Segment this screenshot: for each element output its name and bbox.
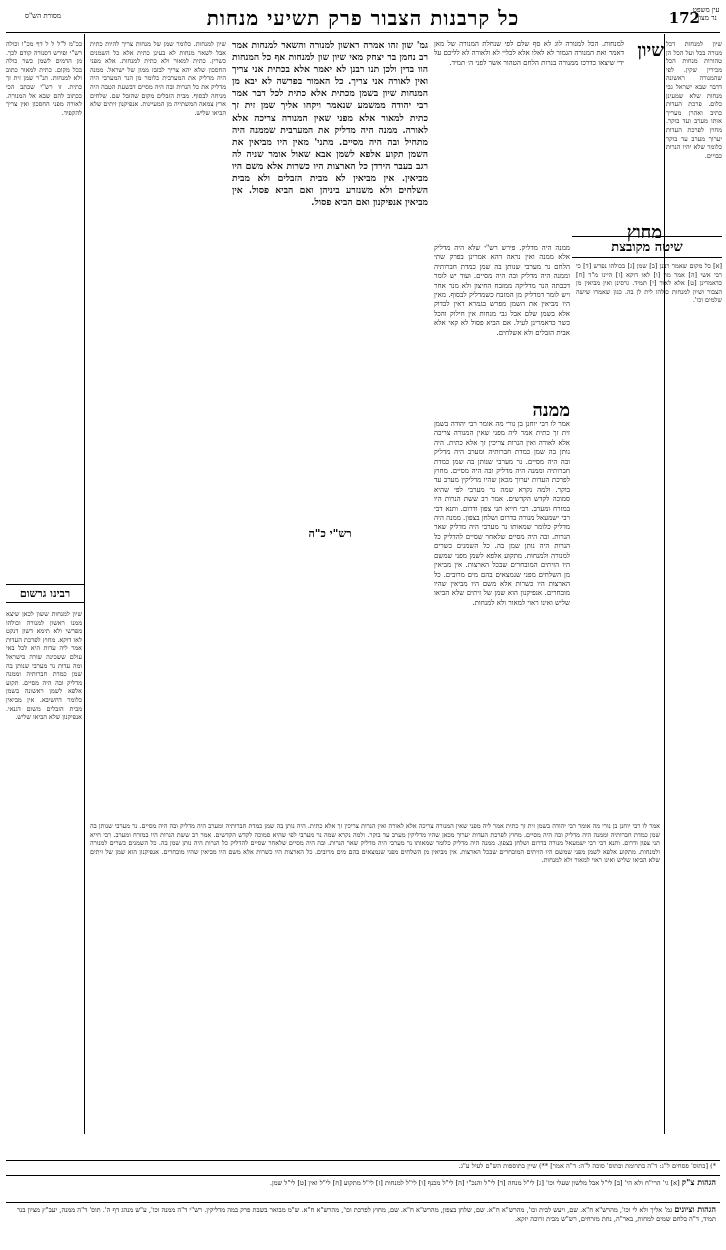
ner-mitzvah-label: נר מצוה [695,14,717,22]
page-title: כל קרבנות הצבור פרק תשיעי מנחות [206,6,520,30]
right-upper-text: למנחות. הכל למנורה לוג לא סף שלם לפי שנחלת המנורה של מאן דאמר ואת המנורה הגמור לא לאלו אלא לכליי לא ולאורה לא לליכם על ידי שיצאו כדרכו ממנורה בנרות הלחם הטהור אשר לפני ה׳ תמיד. [434,40,624,67]
footer-rule-3 [6,1202,720,1203]
page-number: 172 [668,9,700,27]
shita-heading: שיטה מקובצת [611,240,683,255]
right-mid-text: ממנה היה מדליק. פירש רש"י שלא היה מדליק אלא ממנה ואין נראה דהא אמרינן בפרק שתי הלחם נר מערבי שנותן בה שמן כמדת חברותיה וממנה היה מדליק ובה היה מסיים. ועוד יש לומר דכבתה הנר מדליקה ממזבח החיצון ולא מנר אחר ויש לומר דמדליק מן המזבח כשמדליק לבסוף. מאין היו מביאין את השמן מפרש בגמרא דאין לבדוק אלא בשמן שלם אבל גבי מנחות אין חילוק והכל כשר כדאמרינן לעיל. אם הביא פסול לא קאי אלא אבית הזבלים ולא אשלחים. [434,244,570,337]
rashi-heading: רש"י כ"ה [308,527,352,540]
mechutz-heading: מחוץ [626,222,662,243]
main-gemara-text: גמ' שון זהו אמרה ראשון למנורה והשאר למנחות אמר רב נחמן בר יצחק מאי שיון שון למנחות אף כל המנחות הוו בדין ולכן תנו רבנן לא יאמר אלא בכתית אני צריך ואין לאורה אני צריך. כל האמור בפרשה לא יבא מן המנחות שיון בשמן מכתית אלא כתית לכל דבר אמר רבי יהודה ממשמע שנאמר ויקחו אליך שמן זית זך כתית למאור אלא מפני שאין המנורה צריכה אלא לאורה. ממנה היה מדליק את המערבית שממנה היה מתחיל ובה היה מסיים. מתני' מאין היו מביאין את השמן תקוע אלפא לשמן אבא שאול אומר שניה לה רגב בעבר הירדן כל הארצות היו כשרות אלא משם היו מביאין. אין מביאין לא מבית הזבלים ולא מבית השלחים ולא משנזרע ביניהן ואם הביא פסול. אין מביאין אנפיקנון ואם הביא פסול. [232,40,428,209]
haghot-text: [א] גי' הרי"ח ולא הי' [ב] לי"ל אבל מלשון שעלי וכו' [ג] לי"ל מנחה [ד] לי"ל והנכ"י [ה] לי"ל מכנף [ו] לי"ל למנחות [ז] לי"ל מתקוע [ח] לי"ל ואין [ט] לי"ל שמן. [269,1179,680,1187]
footnote-line: *) [בתוס' פסחים ל"ג: ד"ה בתרומת ובתוס' סוכה ל"ה: ד"ה אמר] **) שיין בתוספות הש"ם לעיל ע"ג. [458,1162,716,1170]
ein-mishpat-label: עין משפט [692,6,720,14]
rashi-text: שיון למנחות. כלומר שמן של מנחות צריך להיות כתית אבל לשאר מנחות לא בעינן כתית אלא כל השמנים כשרין. כתית למאור ולא כתית למנחות. אלא מפני החסכון שלא יהא צריך לבזבז ממון של ישראל. ממנה היה מדליק את המערבית כלומר מן הנר המערבי היה מדליק את כל הנרות ובה היה מסיים דבשעת הטבה היה מניחה לבסוף. מבית הזבלים מקום שהזבל שם. שלחים ארץ צמאה המשתייה מן המעיינות. אנפיקנון זיתים שלא הביאו שליש. [90,40,226,117]
left-commentary-text: בכ"מ ל"ל ל ל דף מכ"ו וכולה רש"י ופירש דסנורה קודם לכך. מן הדמים לשמן כשר כולה בכל מקום. כתית למאור כתוב ולא למנחות. תנ"ר שמן זית זך כתית. זו רש"י שכתב הכי ככתוב להם שבא אל המנורה. לאורה מפני החסכון ואין צריך להקפיד. [6,40,82,117]
right-margin-label [688,6,724,22]
rabenu-box [6,584,84,603]
rabenu-heading: רבינו גרשום [19,587,71,600]
rabenu-text: שיון למנחות ששון לכאן שיצא ממנו ראשון למנורה וכולהו מפרשי ולא תימא דשון דנקט לאו דוקא. מחוץ לפרכת העדות אמר ליה עדות היא לכל באי עולם ששכינה שורה בישראל ומה עדות נר מערבי שנותן בה שמן כמדת חברותיה וממנה מדליק ובה היה מסיים. תקוע אלפא לשמן ראשונה בשמן כלומר דחשיבא. אין מביאין מבית הזבלים משום דגנאי. אנפיקנון שלא הביאו שליש. [6,610,82,722]
ziyunim-label: הגהות וציונים [674,1205,716,1214]
header-rule [6,32,720,33]
shita-text: [א] כל מקום שאמר רבנן [ב] שמן [ג] בכולהו נפרש [ד] כי רבי אשי [ה] אמר מר [ו] לאו דוקא [ז] היינו מ"ד [ח] כדאמרינן [ט] אלא לאור [י] תמיד. גרסינן ואין מביאין מן הצבור ושיון למנחות כולהו לית לן בה. כגון שאמרו שישה שלמים וכו'. [576,262,722,305]
footer-ziyunim [10,1205,716,1245]
footer-rule-2 [6,1175,720,1176]
left-margin-label: מסורת הש"ס [24,12,62,20]
ein-mishpat-notes: שיון למנחות דכל מנורה בכל ועל הכל הן טהורות מנחות הכל מכירין שקין. לפי שהמנורה ראשונה דדבר שבא ישראל גבי מנחות שלא שמעינן כלום. פרכת העדות כתיב ואהרן מעריך אותו מערב ועד בוקר. מחוץ לפרכת העדות יערוך מערב עד בוקר כלומר שלא יהיו הנרות כבויים. [666,40,722,160]
footer-rule-1 [6,1160,720,1161]
mimena-heading: ממנה [532,400,570,421]
rule-left-commentary [84,34,85,1134]
ziyunim-text: גמ' אליך ולא לי וכו', מהרש"א ח"א. שם, ויעש לבית וכו', מהרש"א ח"א. שם, שלחן בצפון, מהרש"א ח"א. שם, מחוץ לפרכת וכו', מהרש"א ח"א. ש"מ מבואר בשבת פרק במה מדליקין. רש"י ד"ה ממנה וכו', ע"ש מנהג דף ה'. תוס' ד"ה ממנה, יעב"ץ מציון בנר תמיד, ד"ה בלחם שמים למחות, באר"ה, נחת מזרחים, רש"ש מבית זרוכה יזקא. [16,1206,716,1223]
footer-haghot [10,1178,716,1200]
right-lower-text: אמר לו רבי יוחנן בן נורי מה אומר רבי יהודה בשמן זית זך כתית אמר ליה מפני שאין המנורה צריכה אלא לאורה ואין הנרות צריכין זך אלא כתית. היה נותן בה שמן כמדת חברותיה ומערב היה מדליק ובה היה מסיים. נר מערבי שנותן בה שמן כמדת חברותיה וממנה היה מדליק ובה היה מסיים. מחוץ לפרכת העדות יערוך מכאן שהיו מדליקין מערב עד בוקר. ולמה נקרא שמה נר מערבי לפי שהיא סמוכה לקדש הקדשים. אמר רב ששת הנרות היו במזרח ומערב. רבי חייא תני צפון ודרום. ותנא דבי רבי ישמעאל מנורה בדרום ושלחן בצפון. ממנה היה מדליק כלומר שמאותו נר מערבי היה מדליק שאר הנרות. ובה היה מסיים שלאחר שסיים להדליק כל הנרות היה נותן שמן בה. כל השמנים כשרים למנורה ולמנחות. מתקוע אלפא לשמן מפני שמשם היו הזיתים המובחרים שבכל הארצות. אין מביאין מן השלחים מפני שנמצאים בהם מים מרובים. כל הארצות היו כשרות אלא משם היו מביאין שהיו מובחרים. אנפיקנון הוא שמן של זיתים שלא הביאו שליש ואינו ראוי למאור ולא למנחות. [434,420,570,607]
haghot-label: הגהות צ"ק [681,1178,716,1187]
shiyun-heading: שיון [637,40,664,61]
lower-commentary-text: אמר לו רבי יוחנן בן נורי מה אומר רבי יהודה בשמן זית זך כתית אמר ליה מפני שאין המנורה צריכה אלא לאורה ואין הנרות צריכין זך אלא כתית. היה נותן בה שמן כמדת חברותיה ומערב היה מדליק ובה היה מסיים. נר מערבי שנותן בה שמן כמדת חברותיה וממנה היה מדליק ובה היה מסיים. מחוץ לפרכת העדות יערוך מכאן שהיו מדליקין מערב עד בוקר. ולמה נקרא שמה נר מערבי לפי שהיא סמוכה לקדש הקדשים. אמר רב ששת הנרות היו במזרח ומערב. רבי חייא תני צפון ודרום. ותנא דבי רבי ישמעאל מנורה בדרום ושלחן בצפון. ממנה היה מדליק כלומר שמאותו נר מערבי היה מדליק שאר הנרות. ובה היה מסיים שלאחר שסיים להדליק כל הנרות היה נותן שמן בה. כל השמנים כשרים למנורה ולמנחות. מתקוע אלפא לשמן מפני שמשם היו הזיתים המובחרים שבכל הארצות. אין מביאין מן השלחים מפני שנמצאים בהם מים מרובים. כל הארצות היו כשרות אלא משם היו מביאין שהיו מובחרים. אנפיקנון הוא שמן של זיתים שלא הביאו שליש ואינו ראוי למאור ולא למנחות. [90,822,660,865]
